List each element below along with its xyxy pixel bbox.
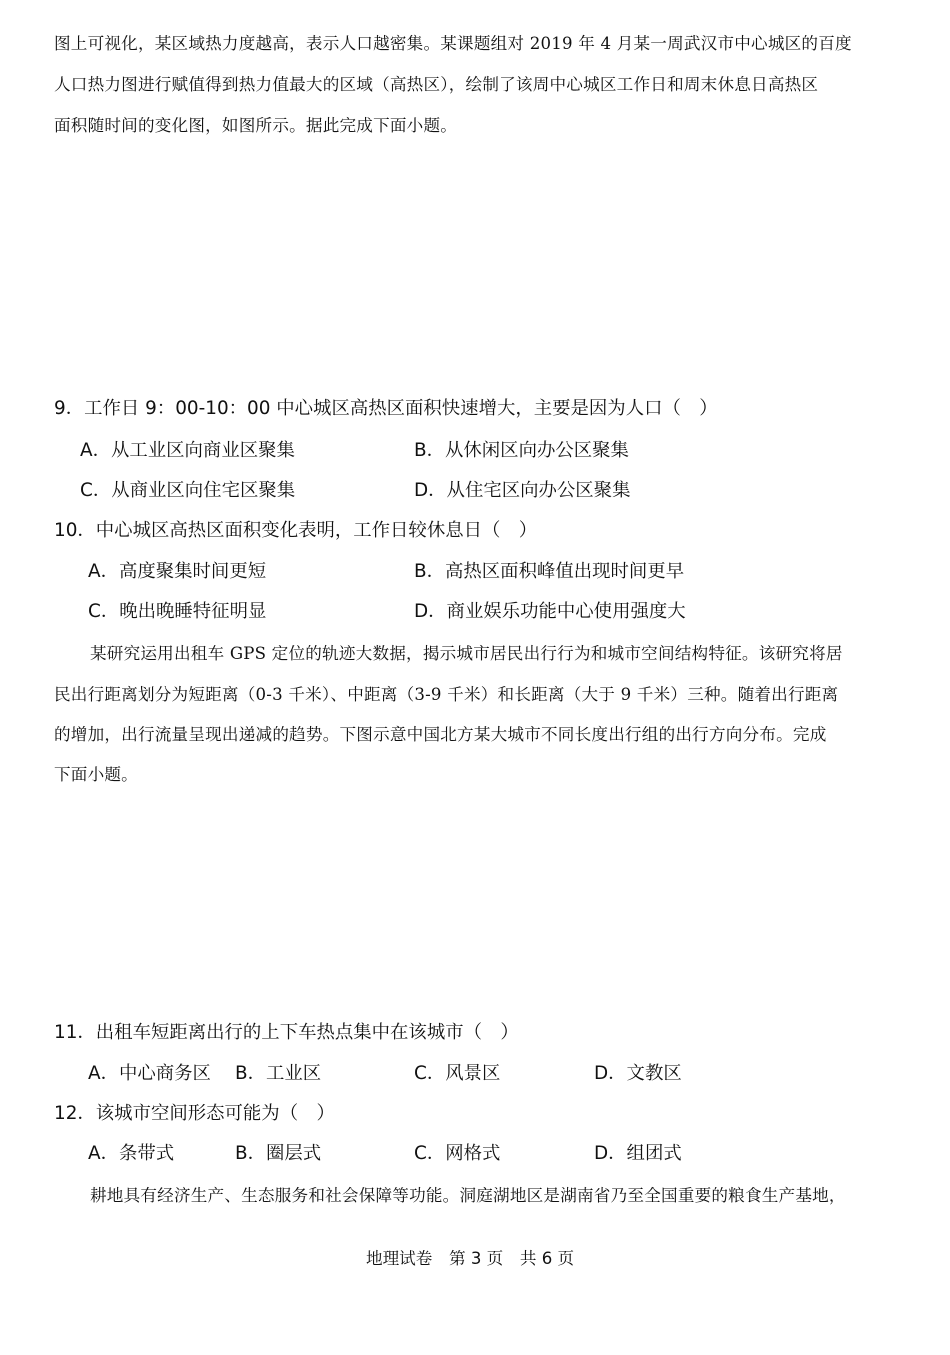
passage-line: 耕地具有经济生产、生态服务和社会保障等功能。洞庭湖地区是湖南省乃至全国重要的粮食生产基地， (90, 1186, 846, 1205)
question-stem: 12．该城市空间形态可能为（ ） (54, 1103, 335, 1124)
option-c[interactable]: C．晚出晚睡特征明显 (88, 601, 267, 622)
option-d[interactable]: D．组团式 (594, 1143, 682, 1164)
option-a[interactable]: A．高度聚集时间更短 (88, 561, 267, 582)
figure-placeholder (54, 150, 896, 385)
question-stem: 10．中心城区高热区面积变化表明，工作日较休息日（ ） (54, 520, 538, 541)
option-b[interactable]: B．高热区面积峰值出现时间更早 (414, 561, 685, 582)
page-footer: 地理试卷 第 3 页 共 6 页 (366, 1249, 575, 1268)
option-b[interactable]: B．圈层式 (235, 1143, 322, 1164)
passage-line: 民出行距离划分为短距离（0-3 千米）、中距离（3-9 千米）和长距离（大于 9 千米）三种。随着出行距离 (54, 685, 839, 704)
option-b[interactable]: B．从休闲区向办公区聚集 (414, 440, 629, 461)
question-stem: 9．工作日 9：00-10：00 中心城区高热区面积快速增大，主要是因为人口（ ） (54, 398, 718, 419)
passage-line: 图上可视化，某区域热力度越高，表示人口越密集。某课题组对 2019 年 4 月某一周武汉市中心城区的百度 (54, 34, 852, 53)
option-a[interactable]: A．条带式 (88, 1143, 175, 1164)
option-d[interactable]: D．文教区 (594, 1063, 682, 1084)
option-a[interactable]: A．中心商务区 (88, 1063, 211, 1084)
question-stem: 11．出租车短距离出行的上下车热点集中在该城市（ ） (54, 1022, 519, 1043)
passage-line: 人口热力图进行赋值得到热力值最大的区域（高热区），绘制了该周中心城区工作日和周末休息日高热区 (54, 75, 819, 94)
option-c[interactable]: C．网格式 (414, 1143, 501, 1164)
figure-placeholder (54, 800, 896, 1010)
option-c[interactable]: C．从商业区向住宅区聚集 (80, 480, 296, 501)
passage-line: 某研究运用出租车 GPS 定位的轨迹大数据，揭示城市居民出行行为和城市空间结构特征。该研究将居 (90, 644, 843, 663)
passage-line: 下面小题。 (54, 765, 138, 784)
option-b[interactable]: B．工业区 (235, 1063, 322, 1084)
option-a[interactable]: A．从工业区向商业区聚集 (80, 440, 295, 461)
option-c[interactable]: C．风景区 (414, 1063, 501, 1084)
passage-line: 的增加，出行流量呈现出递减的趋势。下图示意中国北方某大城市不同长度出行组的出行方向分布。完成 (54, 725, 827, 744)
option-d[interactable]: D．商业娱乐功能中心使用强度大 (414, 601, 686, 622)
option-d[interactable]: D．从住宅区向办公区聚集 (414, 480, 631, 501)
passage-line: 面积随时间的变化图，如图所示。据此完成下面小题。 (54, 116, 458, 135)
